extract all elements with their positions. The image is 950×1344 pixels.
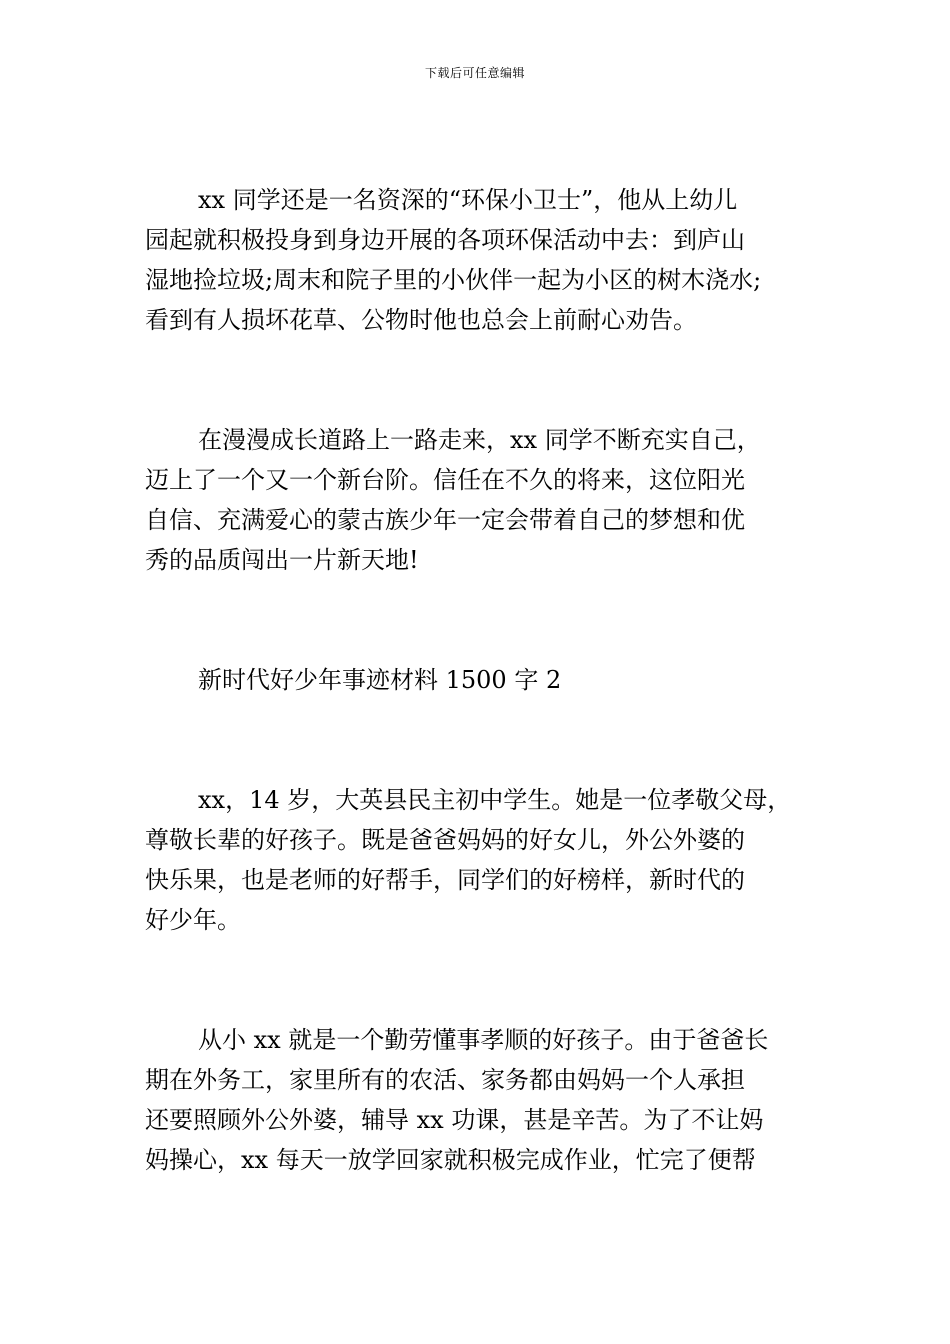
text-line: 好少年。 bbox=[145, 906, 241, 934]
text-line: 期在外务工，家里所有的农活、家务都由妈妈一个人承担 bbox=[145, 1066, 745, 1094]
text-line: 自信、充满爱心的蒙古族少年一定会带着自己的梦想和优 bbox=[145, 506, 745, 534]
text-line: 妈操心，xx 每天一放学回家就积极完成作业，忙完了便帮 bbox=[145, 1146, 756, 1174]
paragraph-growth bbox=[145, 420, 835, 580]
text-line: 从小 xx 就是一个勤劳懂事孝顺的好孩子。由于爸爸长 bbox=[198, 1026, 769, 1054]
text-line: xx，14 岁，大英县民主初中学生。她是一位孝敬父母， bbox=[198, 786, 792, 814]
paragraph-environment bbox=[145, 180, 835, 340]
document-body bbox=[145, 180, 835, 1180]
text-line: 湿地捡垃圾;周末和院子里的小伙伴一起为小区的树木浇水; bbox=[145, 266, 762, 294]
text-line: 在漫漫成长道路上一路走来，xx 同学不断充实自己， bbox=[198, 426, 761, 454]
paragraph-introduction bbox=[145, 780, 835, 940]
text-line: 看到有人损坏花草、公物时他也总会上前耐心劝告。 bbox=[145, 306, 697, 334]
text-line: 迈上了一个又一个新台阶。信任在不久的将来，这位阳光 bbox=[145, 466, 745, 494]
page-header: 下载后可任意编辑 bbox=[424, 66, 525, 80]
section-heading bbox=[145, 660, 835, 700]
paragraph-filial bbox=[145, 1020, 835, 1180]
heading-text: 新时代好少年事迹材料 1500 字 2 bbox=[198, 666, 562, 694]
text-line: 还要照顾外公外婆，辅导 xx 功课，甚是辛苦。为了不让妈 bbox=[145, 1106, 764, 1134]
text-line: 尊敬长辈的好孩子。既是爸爸妈妈的好女儿，外公外婆的 bbox=[145, 826, 745, 854]
text-line: 园起就积极投身到身边开展的各项环保活动中去：到庐山 bbox=[145, 226, 745, 254]
text-line: 秀的品质闯出一片新天地! bbox=[145, 546, 419, 574]
text-line: xx 同学还是一名资深的“环保小卫士”，他从上幼儿 bbox=[198, 186, 738, 214]
text-line: 快乐果，也是老师的好帮手，同学们的好榜样，新时代的 bbox=[145, 866, 745, 894]
